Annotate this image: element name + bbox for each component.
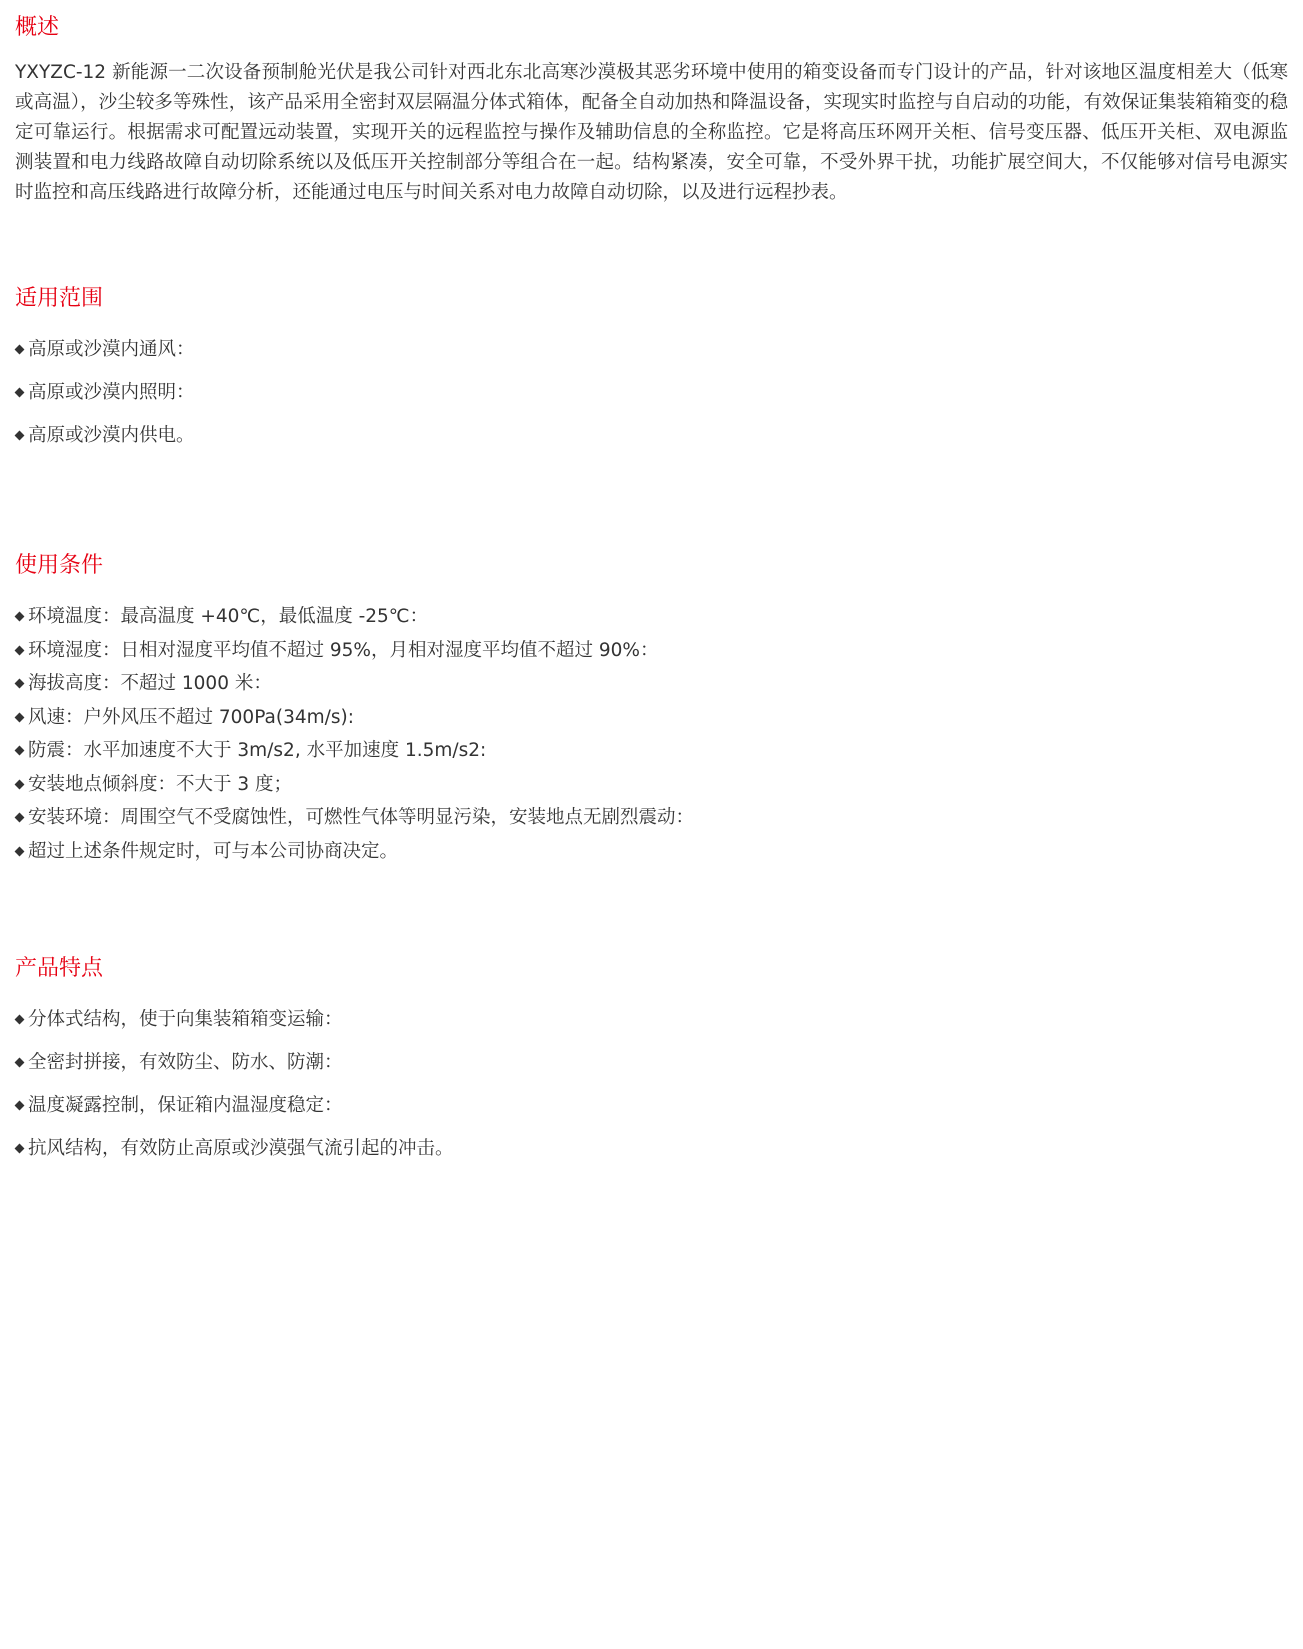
list-item [15,835,1288,869]
list-item-text: 风速：户外风压不超过 700Pa(34m/s): [28,706,354,728]
list-item [15,701,1288,735]
list-item-text: 安装环境：周围空气不受腐蚀性，可燃性气体等明显污染，安装地点无剧烈震动： [28,807,695,828]
diamond-bullet-icon [15,813,25,823]
list-item-text: 环境湿度：日相对湿度平均值不超过 95%，月相对湿度平均值不超过 90%： [28,639,659,661]
features-section [15,953,1288,1170]
overview-title: 概述 [15,15,60,40]
diamond-bullet-icon [15,679,25,689]
diamond-bullet-icon [15,612,25,622]
overview-section [15,12,1288,208]
overview-paragraph: YXYZC-12 新能源一二次设备预制舱光伏是我公司针对西北东北高寒沙漠极其恶劣环境中使用的箱变设备而专门设计的产品，针对该地区温度相差大（低寒或高温），沙尘较多等殊性，该产品采用全密封双层隔温分体式箱体，配备全自动加热和降温设备，实现实时监控与自启动的功能，有效保证集装箱箱变的稳定可靠运行。根据需求可配置远动装置，实现开关的远程监控与操作及辅助信息的全称监控。它是将高压环网开关柜、信号变压器、低压开关柜、双电源监测装置和电力线路故障自动切除系统以及低压开关控制部分等组合在一起。结构紧凑，安全可靠，不受外界干扰，功能扩展空间大，不仅能够对信号电源实时监控和高压线路进行故障分析，还能通过电压与时间关系对电力故障自动切除，以及进行远程抄表。 [15,62,1288,203]
diamond-bullet-icon [15,388,25,398]
list-item-text: 全密封拼接，有效防尘、防水、防潮： [28,1052,343,1073]
conditions-title: 使用条件 [15,553,104,578]
diamond-bullet-icon [15,712,25,722]
list-item [15,667,1288,701]
diamond-bullet-icon [15,746,25,756]
scope-title: 适用范围 [15,286,104,311]
scope-list [15,328,1288,457]
diamond-bullet-icon [15,779,25,789]
list-item [15,734,1288,768]
list-item-text: 环境温度：最高温度 +40℃，最低温度 -25℃： [28,606,429,627]
list-item [15,328,1288,371]
conditions-section [15,550,1288,868]
diamond-bullet-icon [15,645,25,655]
list-item-text: 温度凝露控制，保证箱内温湿度稳定： [28,1095,343,1116]
list-item-text: 高原或沙漠内通风： [28,339,195,360]
list-item [15,634,1288,668]
list-item-text: 安装地点倾斜度：不大于 3 度； [28,773,293,795]
list-item-text: 防震：水平加速度不大于 3m/s2, 水平加速度 1.5m/s2: [28,740,487,761]
list-item-text: 超过上述条件规定时，可与本公司协商决定。 [28,840,399,862]
list-item [15,801,1288,835]
list-item [15,600,1288,634]
list-item-text: 抗风结构，有效防止高原或沙漠强气流引起的冲击。 [28,1138,454,1159]
diamond-bullet-icon [15,345,25,355]
list-item-text: 海拔高度：不超过 1000 米： [28,673,272,694]
diamond-bullet-icon [15,1144,25,1154]
list-item-text: 高原或沙漠内照明： [28,382,195,403]
diamond-bullet-icon [15,1015,25,1025]
features-title: 产品特点 [15,956,104,981]
scope-section [15,283,1288,457]
features-list [15,998,1288,1170]
list-item [15,414,1288,457]
list-item [15,371,1288,414]
list-item-text: 高原或沙漠内供电。 [28,425,195,446]
diamond-bullet-icon [15,431,25,441]
conditions-list [15,600,1288,868]
diamond-bullet-icon [15,1101,25,1111]
list-item [15,768,1288,802]
list-item [15,1041,1288,1084]
list-item-text: 分体式结构，使于向集装箱箱变运输： [28,1009,343,1030]
list-item [15,998,1288,1041]
diamond-bullet-icon [15,846,25,856]
list-item [15,1084,1288,1127]
list-item [15,1127,1288,1170]
diamond-bullet-icon [15,1058,25,1068]
